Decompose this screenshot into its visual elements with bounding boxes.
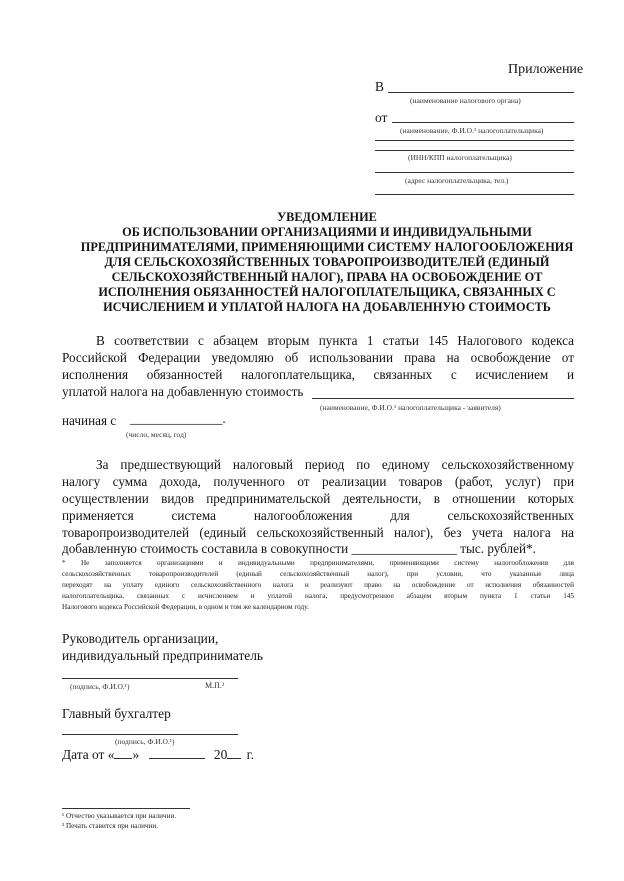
to-caption: (наименование налогового органа) [410, 96, 521, 105]
footnote-line: налогоплательщика, связанных с исчислением и уплатой налога, предусмотренное абзацем вторым пункта 1 статьи 145 [62, 592, 574, 600]
date-day-blank[interactable] [114, 747, 132, 759]
head-title-line1: Руководитель организации, [62, 631, 219, 646]
paragraph-line: налогу сумма дохода, полученного от реализации товаров (работ, услуг) при [62, 474, 574, 489]
address-blank-line[interactable] [375, 172, 574, 173]
starting-date-blank[interactable]: ______________. [130, 411, 226, 426]
accountant-title: Главный бухгалтер [62, 706, 171, 721]
paragraph-line: В соответствии с абзацем вторым пункта 1 статьи 145 Налогового кодекса [96, 333, 574, 348]
paragraph-line: Российской Федерации уведомляю об использовании права на освобождение от [62, 350, 574, 365]
taxpayer-name-blank[interactable] [312, 398, 574, 399]
date-month-blank[interactable] [149, 747, 205, 759]
inn-blank-line[interactable] [375, 150, 574, 151]
title-line: ИСПОЛНЕНИЯ ОБЯЗАННОСТЕЙ НАЛОГОПЛАТЕЛЬЩИКА, СВЯЗАННЫХ С [98, 285, 556, 299]
to-prefix: В [375, 79, 384, 94]
date-label: Дата от « [62, 747, 115, 762]
paragraph-line: осуществлении видов предпринимательской деятельности, в отношении которых [62, 491, 574, 506]
date-caption: (число, месяц, год) [126, 430, 187, 439]
footnote-line: сельскохозяйственных товаропроизводителей (единый сельскохозяйственный налог), при условии, что указанные лица [62, 570, 574, 578]
paragraph-line-last [62, 541, 536, 557]
title-line: ПРЕДПРИНИМАТЕЛЯМИ, ПРИМЕНЯЮЩИМИ СИСТЕМУ НАЛОГООБЛОЖЕНИЯ [80, 240, 574, 254]
paragraph-line: исполнения обязанностей налогоплательщика, связанных с исчислением и [62, 367, 574, 382]
address-caption: (адрес налогоплательщика, тел.) [405, 176, 509, 185]
footnote-stamp: ² Печать ставится при наличии. [62, 822, 159, 830]
paragraph-line: уплатой налога на добавленную стоимость [62, 384, 304, 399]
from-caption: (наименование, Ф.И.О.¹ налогоплательщика) [400, 126, 544, 135]
date-row [62, 747, 254, 763]
paragraph-line: применяется система налогообложения для сельскохозяйственных [62, 508, 574, 523]
title-line: ИСЧИСЛЕНИЕМ И УПЛАТОЙ НАЛОГА НА ДОБАВЛЕННУЮ СТОИМОСТЬ [103, 300, 551, 314]
paragraph-line: За предшествующий налоговый период по единому сельскохозяйственному [96, 457, 574, 472]
date-year-prefix: 20 [213, 747, 228, 762]
head-signature-line[interactable] [62, 678, 238, 679]
title-line: ДЛЯ СЕЛЬСКОХОЗЯЙСТВЕННЫХ ТОВАРОПРОИЗВОДИТЕЛЕЙ (ЕДИНЫЙ [104, 255, 550, 269]
appendix-label: Приложение [508, 62, 584, 77]
title-line: СЕЛЬСКОХОЗЯЙСТВЕННЫЙ НАЛОГ), ПРАВА НА ОСВОБОЖДЕНИЕ ОТ [111, 270, 543, 284]
to-blank-line[interactable] [388, 92, 574, 93]
paragraph-line: товаропроизводителей (единый сельскохозяйственный налог), без учета налога на [62, 525, 574, 540]
date-year-blank[interactable] [227, 747, 241, 759]
footnote-line: переходят на уплату единого сельскохозяйственного налога и реализуют право на освобождение от исполнения обязанностей [62, 581, 574, 589]
head-signature-caption: (подпись, Ф.И.О.¹) [70, 682, 130, 691]
taxpayer-name-caption: (наименование, Ф.И.О.¹ налогоплательщика - заявителя) [320, 403, 501, 412]
accountant-signature-line[interactable] [62, 734, 238, 735]
footnote-line: Налогового кодекса Российской Федерации, в одном и том же календарном году. [62, 603, 309, 611]
income-text: добавленную стоимость составила в совокупности [62, 541, 349, 556]
footnote-patronymic: ¹ Отчество указывается при наличии. [62, 812, 177, 820]
income-unit: тыс. рублей*. [460, 541, 536, 556]
footnote-divider [62, 808, 190, 809]
income-amount-blank[interactable]: ________________ [351, 541, 457, 556]
from-prefix: от [375, 110, 388, 125]
date-quote-close: » [132, 747, 140, 762]
head-title-line2: индивидуальный предприниматель [62, 648, 264, 663]
stamp-label: М.П.² [205, 681, 225, 690]
accountant-signature-caption: (подпись, Ф.И.О.¹) [115, 737, 175, 746]
date-year-suffix: г. [246, 747, 254, 762]
inn-caption: (ИНН/КПП налогоплательщика) [408, 153, 512, 162]
title-line: ОБ ИСПОЛЬЗОВАНИИ ОРГАНИЗАЦИЯМИ И ИНДИВИДУАЛЬНЫМИ [122, 225, 532, 239]
from-blank-line[interactable] [392, 122, 574, 123]
starting-label: начиная с [62, 413, 117, 428]
title-line: УВЕДОМЛЕНИЕ [277, 210, 377, 224]
address-blank-line-2[interactable] [375, 194, 574, 195]
from-blank-line-2[interactable] [375, 140, 574, 141]
footnote-line: * Не заполняется организациями и индивидуальными предпринимателями, применяющими систему налогообложения для [62, 559, 574, 567]
